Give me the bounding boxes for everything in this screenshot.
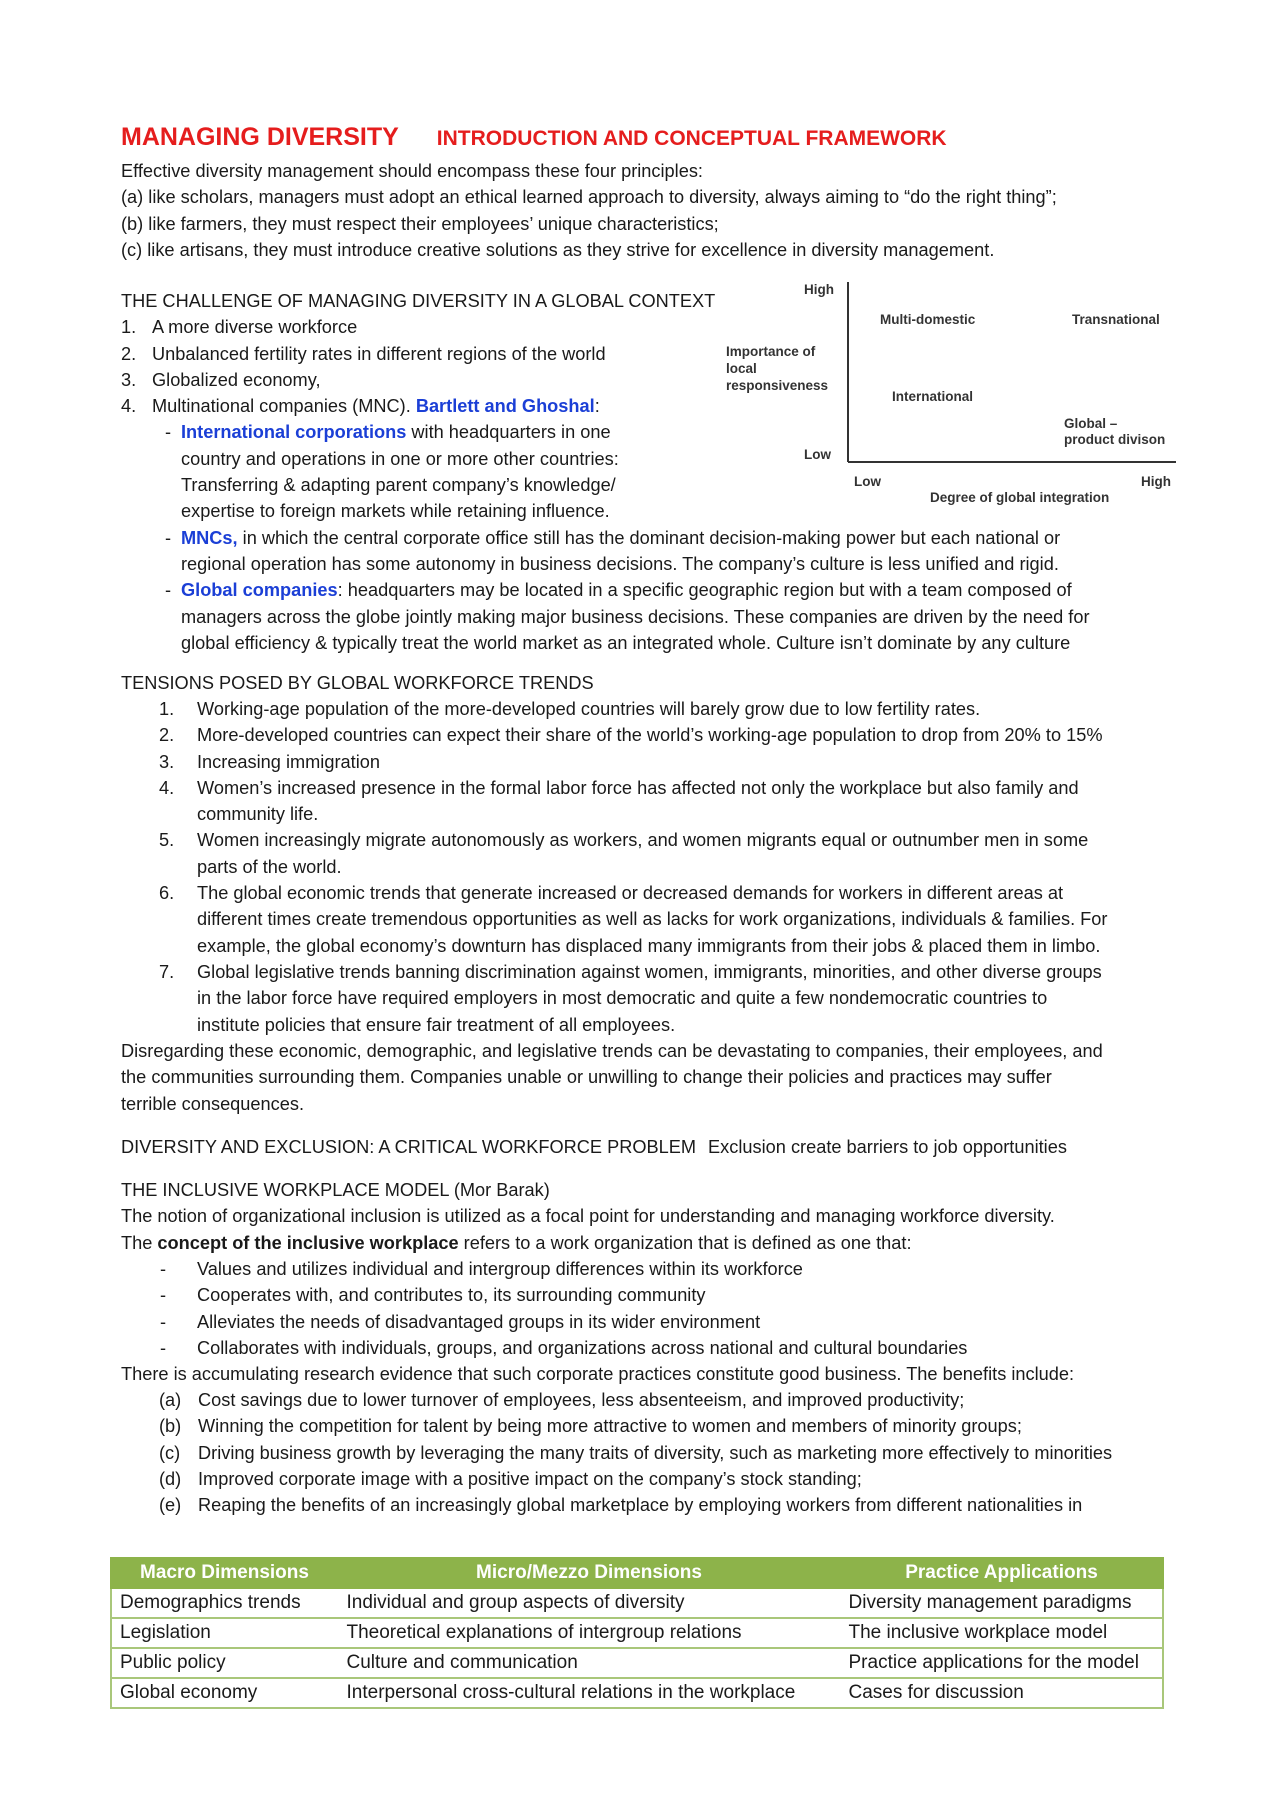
intro-section: [121, 158, 1057, 263]
table-cell: Theoretical explanations of intergroup relations: [338, 1618, 840, 1648]
table-cell: Interpersonal cross-cultural relations in the workplace: [338, 1678, 840, 1708]
tension-item: 3. Increasing immigration: [159, 751, 380, 772]
quadrant-global-2: product divison: [1064, 432, 1166, 447]
table-row: [111, 1618, 1163, 1648]
y-high-label: High: [804, 282, 834, 297]
title-main: MANAGING DIVERSITY: [121, 123, 399, 151]
y-axis-label-3: responsiveness: [726, 378, 829, 393]
table-cell: Global economy: [111, 1678, 338, 1708]
inclusive-bullets: [160, 1256, 968, 1361]
benefit-item: (a) Cost savings due to lower turnover of employees, less absenteeism, and improved productivity;: [159, 1390, 965, 1410]
table-cell: Practice applications for the model: [840, 1648, 1163, 1678]
tension-item: 2. More-developed countries can expect their share of the world’s working-age population to drop from 20% to 15%: [159, 725, 1103, 746]
table-row: [111, 1678, 1163, 1708]
exclusion-note: Exclusion create barriers to job opportunities: [708, 1137, 1067, 1157]
benefit-item: (c) Driving business growth by leveraging the many traits of diversity, such as marketing more effectively to minorities: [159, 1442, 1113, 1463]
tensions-section: [121, 670, 594, 696]
list-item: 3. Globalized economy,: [121, 369, 321, 390]
table-header: Micro/Mezzo Dimensions: [338, 1558, 840, 1588]
closing-line: Disregarding these economic, demographic, and legislative trends can be devastating to companies, their employees, and: [121, 1041, 1103, 1061]
bullet-mncs: - MNCs, in which the central corporate office still has the dominant decision-making power but each national or regional operation has some autonomy in business decisions. The company’s culture is less unified and rigid.: [165, 527, 1061, 574]
table-header: Practice Applications: [840, 1558, 1163, 1588]
tensions-heading: TENSIONS POSED BY GLOBAL WORKFORCE TRENDS: [121, 673, 594, 693]
quadrant-multi-domestic: Multi-domestic: [880, 312, 976, 327]
quadrant-transnational: Transnational: [1072, 312, 1160, 327]
bullet-international: - International corporations with headquarters in one country and operations in one or more other countries: Transferring & adapting parent company’s knowledge/ expertise to foreign markets while retaining influence.: [165, 422, 619, 522]
table-cell: Demographics trends: [111, 1588, 338, 1618]
benefit-item: (e) Reaping the benefits of an increasingly global marketplace by employing workers from different nationalities in: [159, 1495, 1083, 1516]
benefits-list: [159, 1387, 1112, 1518]
tension-item: 4. Women’s increased presence in the formal labor force has affected not only the workplace but also family and community life.: [159, 777, 1079, 825]
intro-line: (a) like scholars, managers must adopt an ethical learned approach to diversity, always aiming to “do the right thing”;: [121, 187, 1057, 208]
intro-line: (b) like farmers, they must respect their employees’ unique characteristics;: [121, 213, 719, 234]
benefit-item: (b) Winning the competition for talent by being more attractive to women and members of minority groups;: [159, 1416, 1022, 1437]
benefit-item: (d) Improved corporate image with a positive impact on the company’s stock standing;: [159, 1468, 862, 1489]
y-axis-label-1: Importance of: [726, 344, 816, 359]
inclusive-line1: The notion of organizational inclusion is utilized as a focal point for understanding and managing workforce diversity.: [121, 1206, 1055, 1227]
table-cell: Culture and communication: [338, 1648, 840, 1678]
inclusive-section: [121, 1177, 1055, 1256]
x-high-label: High: [1141, 474, 1171, 489]
integration-responsiveness-diagram: [720, 276, 1200, 508]
inclusive-bullet: - Collaborates with individuals, groups, and organizations across national and cultural boundaries: [160, 1337, 968, 1358]
tension-item: 1. Working-age population of the more-developed countries will barely grow due to low fertility rates.: [159, 699, 981, 719]
table-cell: Individual and group aspects of diversity: [338, 1588, 840, 1618]
list-item: 2. Unbalanced fertility rates in different regions of the world: [121, 343, 606, 364]
tension-item: 7. Global legislative trends banning discrimination against women, immigrants, minorities, and other diverse groups in the labor force have required employers in most democratic and quite a few nondemocratic countries to institute policies that ensure fair treatment of all employees.: [159, 961, 1102, 1035]
x-low-label: Low: [854, 474, 881, 489]
challenge-heading: THE CHALLENGE OF MANAGING DIVERSITY IN A GLOBAL CONTEXT: [121, 291, 716, 311]
intro-line: Effective diversity management should encompass these four principles:: [121, 161, 703, 181]
table-cell: The inclusive workplace model: [840, 1618, 1163, 1648]
quadrant-global-1: Global –: [1064, 416, 1118, 431]
title-sub: INTRODUCTION AND CONCEPTUAL FRAMEWORK: [436, 127, 947, 150]
inclusive-bullet: - Cooperates with, and contributes to, its surrounding community: [160, 1285, 706, 1306]
intro-line: (c) like artisans, they must introduce creative solutions as they strive for excellence in diversity management.: [121, 239, 995, 260]
y-axis-label-2: local: [726, 361, 757, 376]
benefits-intro: There is accumulating research evidence that such corporate practices constitute good business. The benefits include:: [121, 1364, 1075, 1384]
exclusion-section: [121, 1134, 1067, 1160]
table-row: [111, 1648, 1163, 1678]
table-cell: Public policy: [111, 1648, 338, 1678]
table-cell: Cases for discussion: [840, 1678, 1163, 1708]
inclusive-bullet: - Alleviates the needs of disadvantaged groups in its wider environment: [160, 1311, 761, 1332]
list-item: 1. A more diverse workforce: [121, 317, 358, 338]
inclusive-line2: The concept of the inclusive workplace refers to a work organization that is defined as one that:: [121, 1232, 912, 1253]
inclusive-heading: THE INCLUSIVE WORKPLACE MODEL (Mor Barak): [121, 1180, 550, 1200]
table-header-row: [111, 1558, 1163, 1588]
list-item: 4. Multinational companies (MNC). Bartlett and Ghoshal:: [121, 396, 600, 417]
table-row: [111, 1588, 1163, 1618]
y-low-label: Low: [804, 447, 831, 462]
tension-item: 5. Women increasingly migrate autonomously as workers, and women migrants equal or outnumber men in some parts of the world.: [159, 830, 1089, 877]
exclusion-heading: DIVERSITY AND EXCLUSION: A CRITICAL WORKFORCE PROBLEM: [121, 1137, 697, 1157]
bartlett-ghoshal-highlight: Bartlett and Ghoshal: [415, 396, 595, 417]
dimensions-table: [110, 1557, 1164, 1709]
quadrant-svg: [720, 276, 1200, 508]
table-header: Macro Dimensions: [111, 1558, 338, 1588]
tensions-closing: [121, 1038, 1103, 1117]
table-cell: Diversity management paradigms: [840, 1588, 1163, 1618]
tension-item: 6. The global economic trends that generate increased or decreased demands for workers in different areas at different times create tremendous opportunities as well as lacks for work organizations, individuals & families. For example, the global economy’s downturn has displaced many immigrants from their jobs & placed them in limbo.: [159, 883, 1108, 956]
tensions-list: [159, 696, 1108, 1038]
closing-line: the communities surrounding them. Companies unable or unwilling to change their policies and practices may suffer: [121, 1067, 1052, 1088]
table-cell: Legislation: [111, 1618, 338, 1648]
inclusive-bullet: - Values and utilizes individual and intergroup differences within its workforce: [160, 1259, 803, 1279]
closing-line: terrible consequences.: [121, 1093, 304, 1114]
quadrant-international: International: [892, 389, 974, 404]
x-axis-label: Degree of global integration: [930, 490, 1110, 505]
bullet-global-companies: - Global companies: headquarters may be located in a specific geographic region but with a team composed of managers across the globe jointly making major business decisions. These companies are driven by the need for global efficiency & typically treat the world market as an integrated whole. Culture isn’t dominate by any culture: [165, 580, 1090, 653]
page-title: [121, 124, 947, 152]
